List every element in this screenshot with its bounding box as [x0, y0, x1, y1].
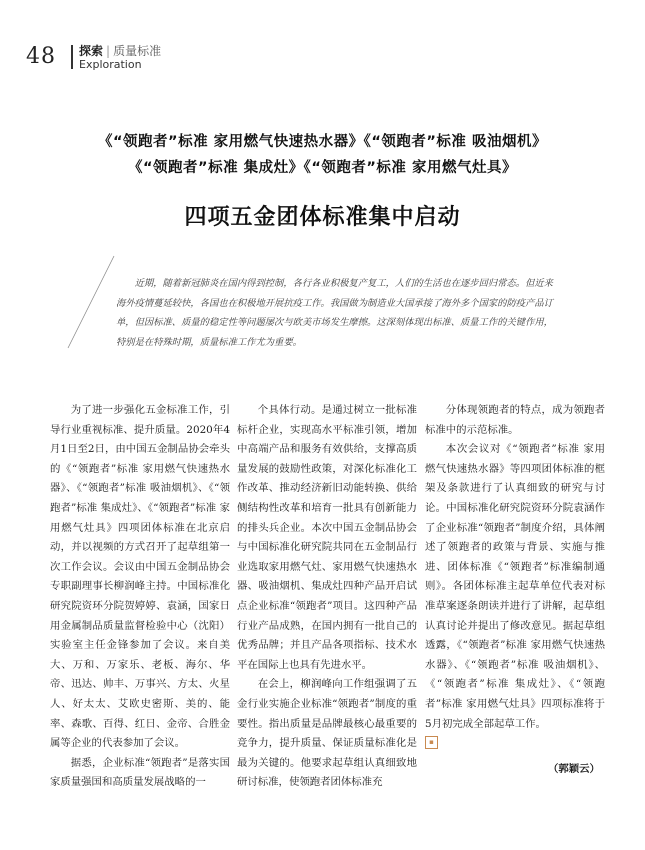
- col3-paragraph-1: 分体现领跑者的特点，成为领跑者标准中的示范标准。: [425, 404, 605, 436]
- subtitle-line-1: 《“领跑者”标准 家用燃气快速热水器》《“领跑者”标准 吸油烟机》: [98, 134, 547, 150]
- subtitle-line-2: 《“领跑者”标准 集成灶》《“领跑者”标准 家用燃气灶具》: [128, 160, 517, 176]
- col1-paragraph-2: 据悉，企业标准“领跑者”是落实国家质量强国和高质量发展战略的一: [50, 756, 230, 789]
- column-2: [237, 401, 417, 793]
- section-separator: |: [106, 44, 111, 58]
- column-3: [425, 401, 605, 749]
- col2-paragraph-2: 在会上，柳润峰向工作组强调了五金行业实施企业标准“领跑者”制度的重要性。指出质量是品牌最核心最重要的竞争力，提升质量、保证质量标准化是最为关键的。他要求起草组认真细致地研讨标准，使领跑者团体标准充: [237, 678, 417, 789]
- article-title: 四项五金团体标准集中启动: [184, 205, 461, 230]
- decorative-diagonal-line: [62, 252, 122, 352]
- subsection-name: 质量标准: [113, 44, 162, 58]
- end-mark-icon: ▪: [425, 736, 438, 749]
- col2-paragraph-1: 个具体行动。是通过树立一批标准标杆企业，实现高水平标准引领，增加中高端产品和服务有效供给，支撑高质量发展的鼓励性政策，对深化标准化工作改革、推动经济新旧动能转换、供给侧结构性改革和培育一批具有创新能力的排头兵企业。本次中国五金制品协会与中国标准化研究院共同在五金制品行业选取家用燃气灶、家用燃气快速热水器、吸油烟机、集成灶四种产品开启试点企业标准“领跑者”项目。这四种产品行业产品成熟，在国内拥有一批自己的优秀品牌；并且产品各项指标、技术水平在国际上也具有先进水平。: [237, 404, 417, 671]
- intro-paragraph: [116, 274, 556, 352]
- section-name: 探索: [79, 44, 104, 58]
- intro-text: 近期，随着新冠肺炎在国内得到控制，各行各业积极复产复工，人们的生活也在逐步回归常态。但近来海外疫情蔓延较快，各国也在积极地开展抗疫工作。我国做为制造业大国承接了海外多个国家的防疫产品订单，但因标准、质量的稳定性等问题屡次与欧美市场发生摩擦。这深刻体现出标准、质量工作的关键作用，特别是在特殊时期，质量标准工作尤为重要。: [116, 278, 553, 348]
- section-label: [79, 42, 161, 59]
- section-english: Exploration: [79, 58, 142, 71]
- col3-paragraph-2: 本次会议对《“领跑者”标准 家用燃气快速热水器》等四项团体标准的框架及条款进行了认真细致的研究与讨论。中国标准化研究院资环分院袁涵作了企业标准“领跑者”制度介绍，具体阐述了领跑者的政策与背景、实施与推进、团体标准《“领跑者”标准编制通则》。各团体标准主起草单位代表对标准草案逐条朗读并进行了讲解，起草组认真讨论并提出了修改意见。据起草组透露，《“领跑者”标准 家用燃气快速热水器》、《“领跑者”标准 吸油烟机》、《“领跑者”标准 集成灶》、《“领跑者”标准 家用燃气灶具》四项标准将于5月初完成全部起草工作。: [425, 443, 605, 730]
- article-author: （郭颖云）: [548, 763, 600, 775]
- col1-paragraph-1: 为了进一步强化五金标准工作，引导行业重视标准、提升质量。2020年4月1日至2日，由中国五金制品协会牵头的《“领跑者”标准 家用燃气快速热水器》、《“领跑者”标准 吸油烟机》、《“领跑者”标准 集成灶》、《“领跑者”标准 家用燃气灶具》四项团体标准在北京启动，并以视频的方式召开了起草组第一次工作会议。会议由中国五金制品协会专职副理事长柳润峰主持。中国标准化研究院资环分院贺婷婷、袁涵，国家日用金属制品质量监督检验中心（沈阳）实验室主任金锋参加了会议。来自美大、万和、万家乐、老板、海尔、华帝、迅达、帅丰、万事兴、方太、火星人、好太太、艾欧史密斯、美的、能率、森歌、百得、红日、金帝、合胜金属等企业的代表参加了会议。: [50, 404, 230, 750]
- header-divider: [71, 45, 73, 69]
- column-1: [50, 401, 230, 793]
- page-number: 48: [26, 44, 56, 69]
